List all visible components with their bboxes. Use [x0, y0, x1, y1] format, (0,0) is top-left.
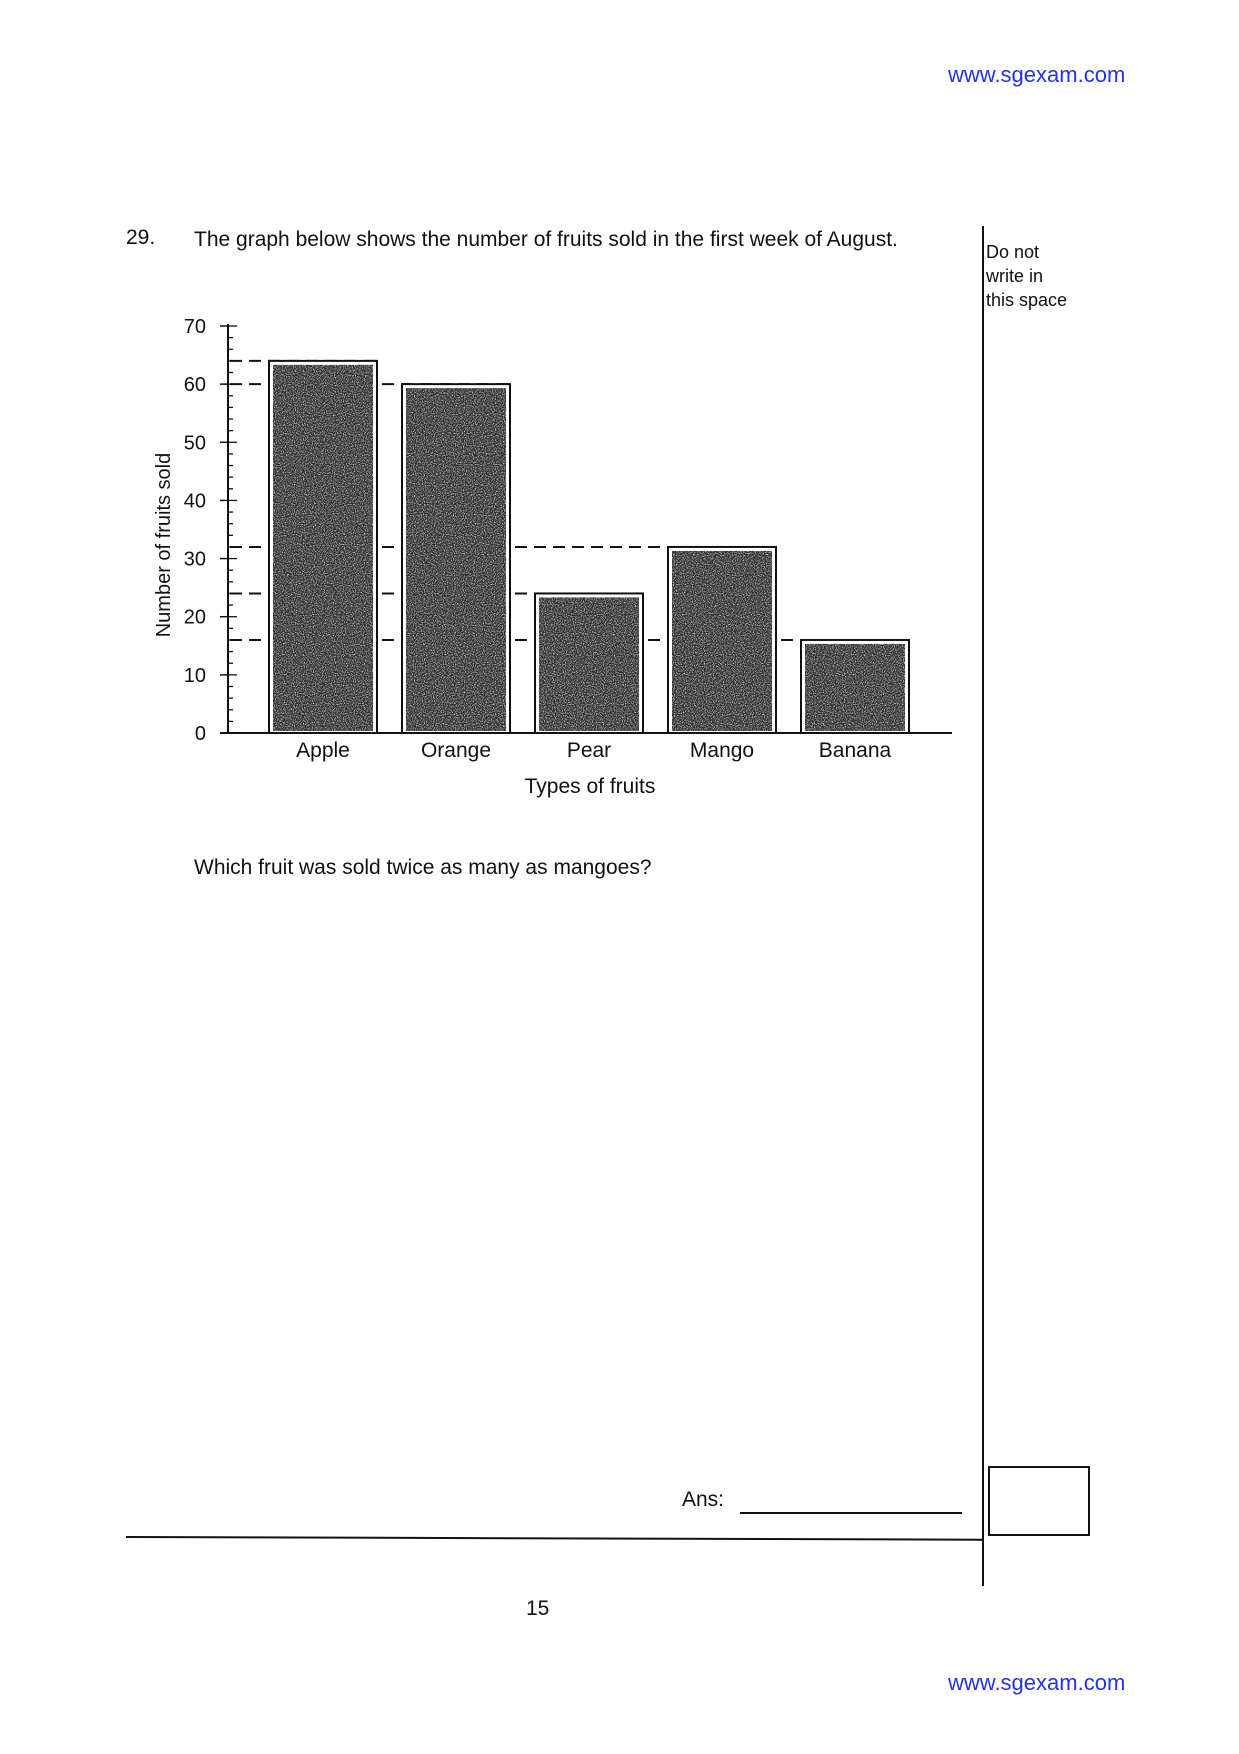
website-link-top[interactable]: www.sgexam.com [948, 62, 1126, 87]
bars [269, 361, 909, 733]
y-tick-label: 20 [183, 606, 206, 629]
bar-orange [402, 384, 510, 733]
x-tick-label: Apple [296, 739, 350, 762]
x-tick-label: Mango [689, 739, 755, 762]
question-text: The graph below shows the number of fruits sold in the first week of August. [194, 228, 898, 251]
y-tick-label: 70 [183, 316, 206, 338]
x-tick-label: Banana [818, 739, 892, 762]
bar-texture [406, 388, 506, 731]
x-axis-label: Types of fruits [524, 775, 656, 798]
y-tick-label: 50 [183, 432, 206, 455]
margin-note-line: this space [986, 290, 1068, 310]
answer-label: Ans: [682, 1488, 725, 1511]
bar-banana [801, 640, 909, 733]
question-prompt: Which fruit was sold twice as many as mangoes? [194, 856, 652, 879]
bar-texture [539, 597, 639, 731]
x-tick-label: Pear [566, 739, 612, 762]
question-number: 29. [126, 226, 156, 249]
answer-field[interactable] [740, 1512, 962, 1514]
x-tick-labels [296, 739, 891, 762]
x-tick-label: Orange [420, 739, 492, 762]
bar-apple [269, 361, 377, 733]
bar-chart [0, 0, 1239, 820]
bar-texture [273, 365, 373, 731]
bar-pear [535, 593, 643, 733]
bottom-divider [126, 1536, 982, 1541]
marks-box[interactable] [988, 1466, 1090, 1536]
y-tick-label: 40 [183, 490, 206, 513]
y-tick-label: 30 [183, 548, 206, 571]
y-tick-label: 60 [183, 374, 206, 397]
bar-texture [805, 644, 905, 731]
bar-mango [668, 547, 776, 733]
y-tick-label: 0 [194, 723, 206, 745]
margin-note-line: Do not [986, 242, 1040, 262]
bar-texture [672, 551, 772, 731]
y-ticks [184, 316, 237, 745]
website-link-bottom[interactable]: www.sgexam.com [948, 1670, 1126, 1695]
page-number: 15 [526, 1597, 550, 1620]
margin-note-line: write in [986, 266, 1044, 286]
y-axis-label: Number of fruits sold [153, 452, 175, 638]
y-tick-label: 10 [183, 664, 206, 687]
